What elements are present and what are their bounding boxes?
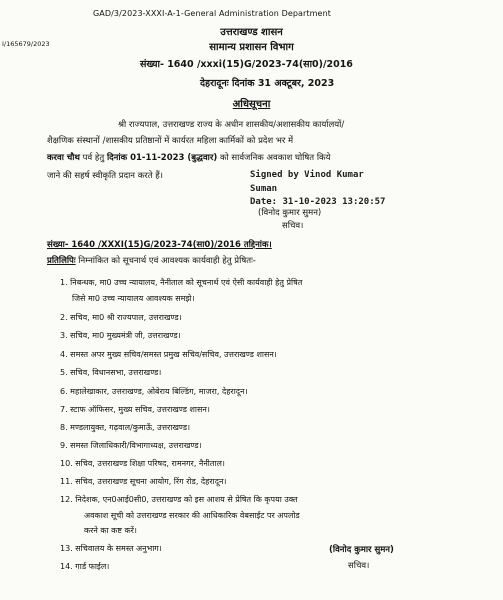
footer-signatory-name: (विनोद कुमार सुमन) bbox=[329, 545, 394, 555]
notification-title: अधिसूचना bbox=[232, 99, 271, 110]
copy-letter-number: संख्या- 1640 /XXXI(15)G/2023-74(सा0)/2016 तद्दिनांक। bbox=[47, 240, 272, 250]
list-item: 13. सचिवालय के समस्त अनुभाग। bbox=[60, 544, 162, 553]
body-line-4: जाने की सहर्ष स्वीकृति प्रदान करते हैं। bbox=[47, 171, 164, 181]
department-heading: सामान्य प्रशासन विभाग bbox=[209, 42, 294, 53]
list-item: अवकाश सूची को उत्तराखण्ड सरकार की आधिकारिक वेबसाईट पर अपलोड bbox=[84, 511, 300, 520]
file-reference: GAD/3/2023-XXXI-A-1-General Administration Department bbox=[93, 9, 331, 18]
letter-number: संख्या- 1640 /xxxi(15)G/2023-74(सा0)/2016 bbox=[140, 59, 353, 70]
list-item: 3. सचिव, मा0 मुख्यमंत्री जी, उत्तराखण्ड। bbox=[60, 331, 181, 340]
body-line-3-mid: पर्व हेतु bbox=[79, 153, 107, 163]
body-line-2: शैक्षणिक संस्थानों /शासकीय प्रतिष्ठानों में कार्यरत महिला कार्मिकों को प्रदेश भर में bbox=[47, 136, 294, 146]
holiday-date: दिनांक 01-11-2023 (बुद्धवार) bbox=[106, 153, 218, 163]
list-item: 11. सचिव, उत्तराखण्ड सूचना आयोग, रिंग रोड, देहरादून। bbox=[60, 477, 227, 486]
list-item: 14. गार्ड फाईल। bbox=[60, 562, 110, 571]
government-heading: उत्तराखण्ड शासन bbox=[220, 27, 283, 38]
list-item: 8. मण्डलायुक्त, गढ़वाल/कुमाऊँ, उत्तराखण्ड। bbox=[60, 423, 191, 432]
copy-intro-label: प्रतिलिपिः bbox=[47, 256, 76, 266]
digital-signature-name-2: Suman bbox=[250, 184, 278, 194]
list-item: 9. समस्त जिलाधिकारी/विभागाध्यक्ष, उत्तराखण्ड। bbox=[60, 441, 202, 450]
list-item: 2. सचिव, मा0 श्री राज्यपाल, उत्तराखण्ड। bbox=[60, 313, 182, 322]
footer-signatory-designation: सचिव। bbox=[348, 561, 370, 571]
copy-intro bbox=[47, 257, 256, 267]
signatory-designation: सचिव। bbox=[282, 221, 304, 231]
list-item: 1. निबन्धक, मा0 उच्च न्यायालय, नैनीताल को सूचनार्थ एवं ऐसी कार्यवाही हेतु प्रेषित bbox=[60, 278, 303, 287]
list-item: 10. सचिव, उत्तराखण्ड शिक्षा परिषद, रामनगर, नैनीताल। bbox=[60, 459, 225, 468]
body-line-3 bbox=[47, 154, 331, 164]
list-item: 6. महालेखाकार, उत्तराखण्ड, ओबेराय बिल्डिंग, माजरा, देहरादून। bbox=[60, 387, 248, 396]
digital-signature-signed-by: Signed by Vinod Kumar bbox=[250, 170, 364, 180]
list-item: 7. स्टाफ ऑफिसर, मुख्य सचिव, उत्तराखण्ड शासन। bbox=[60, 405, 210, 414]
letter-date: देहरादूनः दिनांक 31 अक्टूबर, 2023 bbox=[200, 78, 335, 89]
festival-name: करवा चौथ bbox=[47, 153, 80, 163]
digital-signature-date: Date: 31-10-2023 13:20:57 bbox=[250, 197, 386, 207]
list-item: करने का कष्ट करें। bbox=[84, 526, 137, 535]
list-item: 12. निदेशक, एन0आई0सी0, उत्तराखण्ड को इस आशय से प्रेषित कि कृपया उक्त bbox=[60, 495, 298, 504]
signatory-name: (विनोद कुमार सुमन) bbox=[258, 208, 322, 218]
list-item: 4. समस्त अपर मुख्य सचिव/समस्त प्रमुख सचिव/सचिव, उत्तराखण्ड शासन। bbox=[60, 350, 277, 359]
body-line-3-end: को सार्वजनिक अवकाश घोषित किये bbox=[217, 153, 331, 163]
copy-intro-text: निम्नांकित को सूचनार्थ एवं आवश्यक कार्यवाही हेतु प्रेषितः- bbox=[75, 256, 256, 266]
side-reference-number: I/165679/2023 bbox=[2, 40, 50, 48]
body-line-1: श्री राज्यपाल, उत्तराखण्ड राज्य के अधीन शासकीय/अशासकीय कार्यालयों/ bbox=[118, 120, 345, 130]
list-item: जिसे मा0 उच्च न्यायालय आवश्यक समझे। bbox=[72, 294, 195, 303]
list-item: 5. सचिव, विधानसभा, उत्तराखण्ड। bbox=[60, 368, 162, 377]
